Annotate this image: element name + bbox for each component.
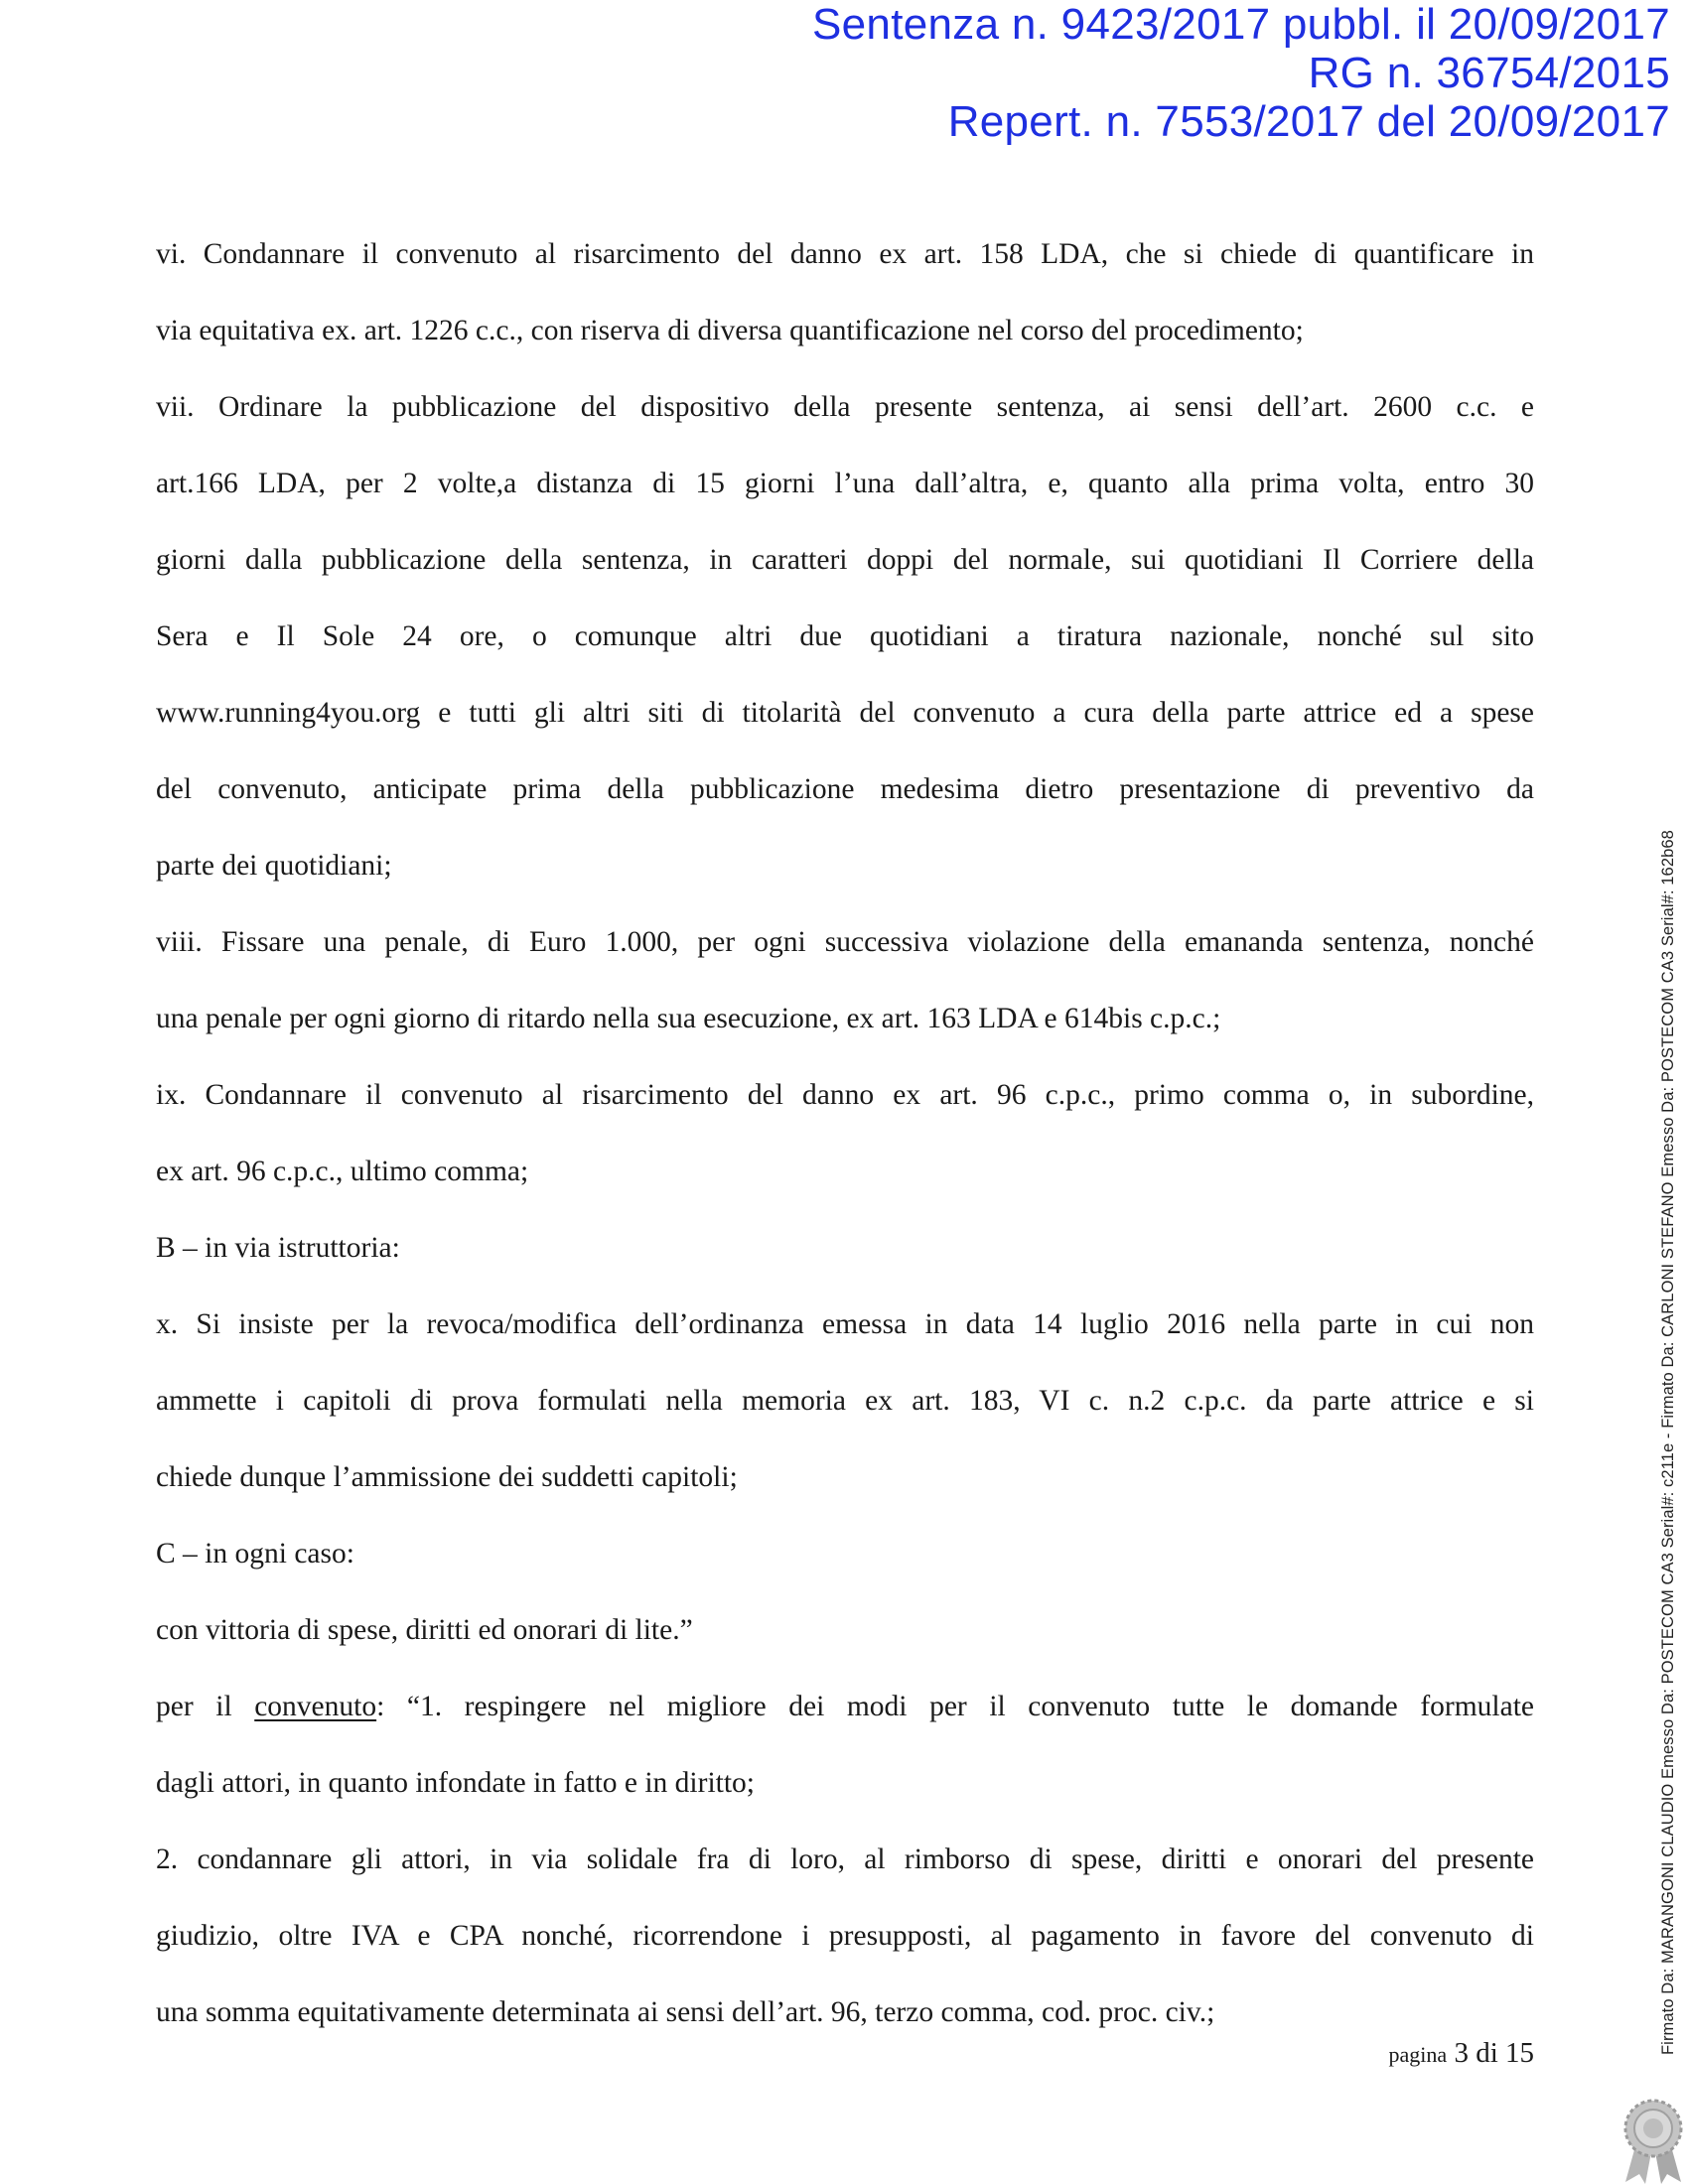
- text-line: via equitativa ex. art. 1226 c.c., con riserva di diversa quantificazione nel corso del procedimento;: [156, 315, 1304, 346]
- signature-seal-icon: [1614, 2095, 1688, 2184]
- page-count: 3 di 15: [1447, 2037, 1534, 2069]
- page-number: [1389, 2037, 1534, 2070]
- text-line: una penale per ogni giorno di ritardo nella sua esecuzione, ex art. 163 LDA e 614bis c.p.c.;: [156, 1003, 1221, 1034]
- convenuto-underlined: convenuto: [254, 1691, 377, 1722]
- text-line: viii. Fissare una penale, di Euro 1.000, per ogni successiva violazione della emananda sentenza, nonché: [156, 926, 1534, 958]
- text-line: www.running4you.org e tutti gli altri siti di titolarità del convenuto a cura della parte attrice ed a spese: [156, 697, 1534, 729]
- text-line: con vittoria di spese, diritti ed onorari di lite.”: [156, 1614, 693, 1646]
- text-line: Sera e Il Sole 24 ore, o comunque altri due quotidiani a tiratura nazionale, nonché sul sito: [156, 620, 1534, 652]
- text-line: una somma equitativamente determinata ai sensi dell’art. 96, terzo comma, cod. proc. civ.;: [156, 1996, 1215, 2028]
- text-line: parte dei quotidiani;: [156, 850, 392, 882]
- repert-number: Repert. n. 7553/2017 del 20/09/2017: [947, 97, 1670, 146]
- text-line: dagli attori, in quanto infondate in fatto e in diritto;: [156, 1767, 755, 1799]
- text-line: 2. condannare gli attori, in via solidale fra di loro, al rimborso di spese, diritti e onorari del presente: [156, 1843, 1534, 1875]
- text-line: giorni dalla pubblicazione della sentenza, in caratteri doppi del normale, sui quotidiani Il Corriere della: [156, 544, 1534, 576]
- convenuto-line: [156, 1669, 1534, 1745]
- sentenza-number: Sentenza n. 9423/2017 pubbl. il 20/09/2017: [812, 0, 1670, 49]
- text-line: giudizio, oltre IVA e CPA nonché, ricorrendone i presupposti, al pagamento in favore del convenuto di: [156, 1920, 1534, 1952]
- document-body: [156, 216, 1534, 2051]
- text-line: vi. Condannare il convenuto al risarcimento del danno ex art. 158 LDA, che si chiede di quantificare in: [156, 238, 1534, 270]
- section-heading: C – in ogni caso:: [156, 1538, 354, 1570]
- text-line: del convenuto, anticipate prima della pubblicazione medesima dietro presentazione di preventivo da: [156, 773, 1534, 805]
- digital-signature-info: Firmato Da: MARANGONI CLAUDIO Emesso Da: POSTECOM CA3 Serial#: c211e - Firmato Da: CARLONI STEFANO Emesso Da: POSTECOM CA3 Serial#: 162b68: [1659, 830, 1677, 2055]
- convenuto-rest: : “1. respingere nel migliore dei modi per il convenuto tutte le domande formulate: [376, 1691, 1534, 1722]
- text-line: x. Si insiste per la revoca/modifica dell’ordinanza emessa in data 14 luglio 2016 nella parte in cui non: [156, 1308, 1534, 1340]
- text-line: ammette i capitoli di prova formulati nella memoria ex art. 183, VI c. n.2 c.p.c. da parte attrice e si: [156, 1385, 1534, 1417]
- text-line: vii. Ordinare la pubblicazione del dispositivo della presente sentenza, ai sensi dell’art. 2600 c.c. e: [156, 391, 1534, 423]
- sentenza-stamp: [812, 0, 1670, 146]
- text-line: art.166 LDA, per 2 volte,a distanza di 15 giorni l’una dall’altra, e, quanto alla prima volta, entro 30: [156, 468, 1534, 499]
- convenuto-prefix: per il: [156, 1691, 255, 1722]
- text-line: chiede dunque l’ammissione dei suddetti capitoli;: [156, 1461, 738, 1493]
- rg-number: RG n. 36754/2015: [1308, 49, 1670, 97]
- page-label: pagina: [1388, 2042, 1448, 2067]
- section-heading: B – in via istruttoria:: [156, 1232, 400, 1264]
- text-line: ex art. 96 c.p.c., ultimo comma;: [156, 1156, 529, 1187]
- text-line: ix. Condannare il convenuto al risarcimento del danno ex art. 96 c.p.c., primo comma o, in subordine,: [156, 1079, 1534, 1111]
